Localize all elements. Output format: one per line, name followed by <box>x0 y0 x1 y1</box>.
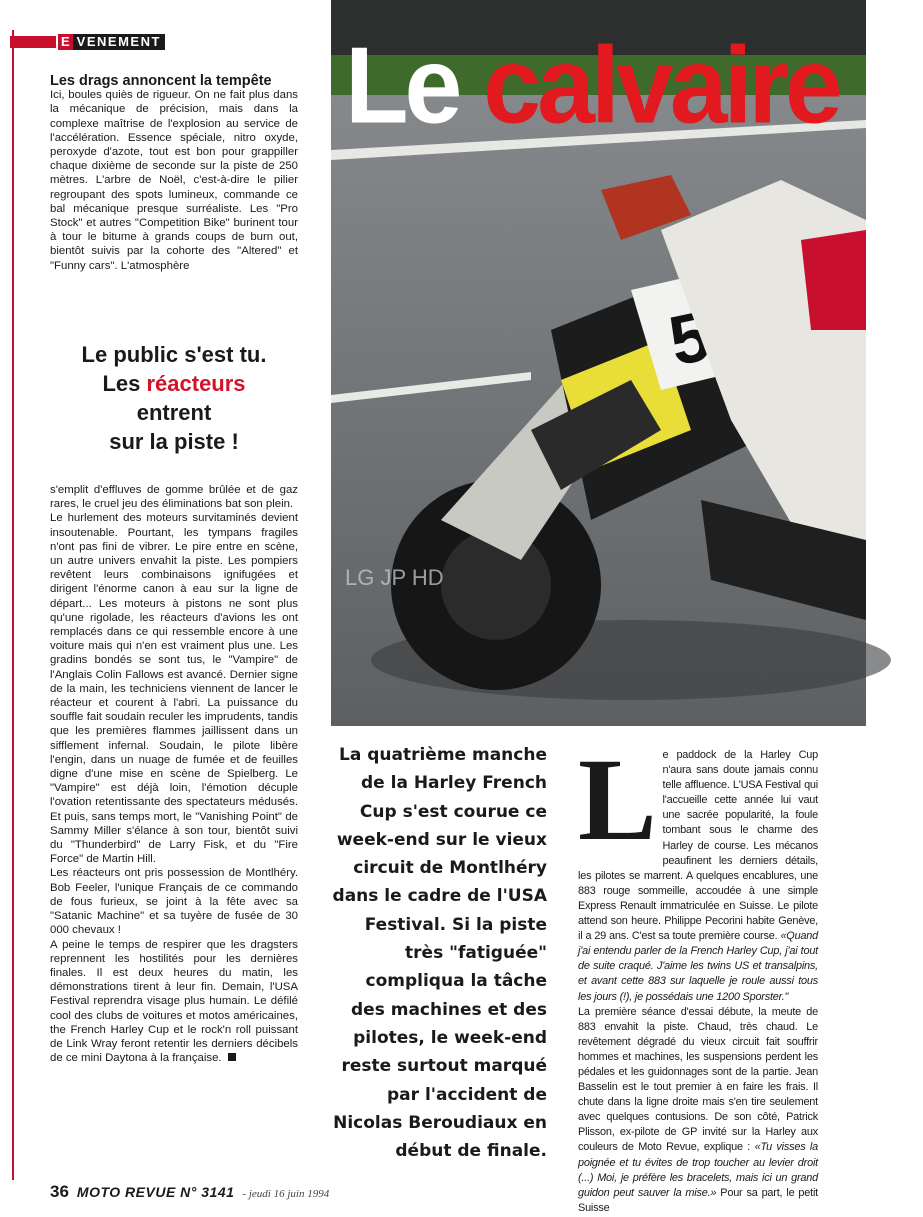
issue-date: - jeudi 16 juin 1994 <box>242 1188 330 1200</box>
pullquote-line-1: Le public s'est tu. <box>81 342 267 367</box>
magazine-name: MOTO REVUE N° 3141 <box>76 1184 235 1200</box>
pullquote <box>50 340 298 456</box>
pullquote-line-2-pre: Les <box>102 371 147 396</box>
section-tag-initial: E <box>58 34 73 50</box>
dropcap: L <box>578 734 657 865</box>
pullquote-highlight: réacteurs <box>146 371 246 396</box>
section-tag <box>58 34 165 50</box>
margin-rule <box>12 30 14 1180</box>
headline <box>345 25 923 147</box>
left-paragraph-4: Les réacteurs ont pris possession de Montlhéry. Bob Feeler, l'unique Français de ce commando de fous furieux, se joint à la fête avec sa "Satanic Machine" et sa tuyère de fusée de 30 000 chevaux ! <box>50 867 298 937</box>
left-paragraph-2: s'emplit d'effluves de gomme brûlée et de gaz rares, le cruel jeu des éliminations bat son plein. <box>50 484 298 511</box>
page-footer <box>50 1182 329 1202</box>
pullquote-line-3: entrent <box>136 400 212 425</box>
right-paragraph-2-text: La première séance d'essai débute, la meute de 883 envahit la piste. Chaud, très chaud. Le revêtement dégradé du vieux circuit fait souffrir hommes et machines, les suspensions perdent les pédales et les guidonnages sont de la partie. Jean Basselin est le tout premier à en faire les frais. Il chute dans la ligne droite mais s'en tire seulement avec quelques contusions. De son côté, Patrick Plisson, ex-pilote de GP invité sur la Harley aux couleurs de Moto Revue, explique : <box>578 1005 818 1154</box>
end-of-article-mark <box>228 1053 236 1061</box>
pullquote-line-2 <box>50 369 298 398</box>
right-paragraph-2-quote: «Tu visses la poignée et tu évites de trop toucher au levier droit (...) Moi, je préfère les bracelets, mais ici un grand guidon peut sauver la mise.» <box>578 1141 818 1199</box>
right-paragraph-1-quote: «Quand j'ai entendu parler de la French Harley Cup, j'ai tout de suite craqué. J'aime les twins US et transalpins, et avant cette 883 sur laquelle je roule aussi tous les jours (!), je possédais une 1200 Sporster." <box>578 930 818 1003</box>
section-accent-bar <box>10 36 56 48</box>
hero-photo <box>331 0 923 726</box>
left-paragraph-3: Le hurlement des moteurs survitaminés devient insoutenable. Pourtant, les tympans fragiles n'ont pas fini de vibrer. Le pire entre en scène, un autre univers envahit la piste. Les pompiers revêtent leurs combinaisons ignifugées et dirigent l'énorme canon à eau sur la ligne de départ... Les moteurs à pistons ne sont plus qu'une rigolade, les réacteurs d'avions les ont remplacés dans ce qui ressemble encore à une voiture mais qui n'en est vraiment plus une. Les gradins bondés se sont tus, le "Vampire" de l'Anglais Colin Fallows est avancé. Dernier signe de la main, les techniciens viennent de lancer le réacteur et courent à l'abri. La puissance du souffle fait soudain reculer les imprudents, tandis que les premières flammes jaillissent dans un sifflement infernal. Soudain, le pilote libère l'engin, dans un nuage de fumée et de feuilles digne d'une mise en scène de Spielberg. Le "Vampire" est déjà loin, l'émotion décuple l'ovation retentissante des spectateurs médusés. Et puis, sans temps mort, le "Vanishing Point" de Sammy Miller s'élance à son tour, bientôt suivi du "Thunderbird" de Larry Fisk, et du "Fire Force" de Martin Hill. <box>50 512 298 866</box>
headline-word-2: calvaire <box>483 25 839 147</box>
left-paragraph-5-text: A peine le temps de respirer que les dragsters reprennent les hostilités pour les dernières finales. Il est deux heures du matin, les démonstrations tirent à leur fin. Demain, l'USA Festival reprendra visage plus humain. Le défilé cool des clubs de voitures et motos américaines, the French Harley Cup et le rock'n roll puissant de Link Wray feront retentir les derniers décibels de ce mini Daytona à la française. <box>50 938 298 1065</box>
section-tag-label: VENEMENT <box>73 34 165 50</box>
photo-watermark: LG JP HD <box>345 565 444 590</box>
left-paragraph-5 <box>50 938 298 1066</box>
left-paragraph-1: Ici, boules quiès de rigueur. On ne fait plus dans la mécanique de précision, mais dans la complexe maîtrise de l'explosion au service de l'accélération. Essence spéciale, nitro oxyde, peroxyde d'azote, tout est bon pour grappiller chaque dixième de seconde sur la piste de 250 mètres. L'arbre de Noël, c'est-à-dire le pilier regroupant des spots lumineux, commande ce bal mécanique presque surréaliste. Les "Pro Stock" et autres "Competition Bike" burinent tour à tour le bitume à grands coups de burn out, bientôt suivis par la cohorte des "Altered" et "Funny cars". L'atmosphère <box>50 89 298 272</box>
right-paragraph-1 <box>578 734 818 1005</box>
left-column-top <box>50 74 298 273</box>
left-column-bottom <box>50 483 298 1065</box>
right-paragraph-1-text: e paddock de la Harley Cup n'aura sans doute jamais connu telle affluence. L'USA Festival qui l'accueille cette année lui vaut une sacrée popularité, la foule tombant sous le charme des Harley de course. Les mécanos peaufinent les derniers détails, les pilotes se marrent. A quelques encablures, une 883 rouge sommeille, accoudée à une simple Express Renault immatriculée en Suisse. Le pilote attend son heure. Philippe Pecorini habite Genève, il a 29 ans. C'est sa toute première course. <box>578 749 818 943</box>
headline-word-1: Le <box>345 25 459 147</box>
right-paragraph-2 <box>578 1005 818 1216</box>
intro-standfirst: La quatrième manche de la Harley French Cup s'est courue ce week-end sur le vieux circuit de Montlhéry dans le cadre de l'USA Festival. Si la piste très "fatiguée" compliqua la tâche des machines et des pilotes, le week-end reste surtout marqué par l'accident de Nicolas Beroudiaux en début de finale. <box>332 745 547 1162</box>
right-paragraph-2-end: Pour sa part, le petit Suisse <box>578 1186 818 1214</box>
pullquote-line-4: sur la piste ! <box>109 429 239 454</box>
page-number: 36 <box>50 1182 69 1201</box>
right-column <box>578 734 818 1216</box>
subhead: Les drags annoncent la tempête <box>50 73 272 89</box>
headline-word-3: d <box>863 25 923 147</box>
